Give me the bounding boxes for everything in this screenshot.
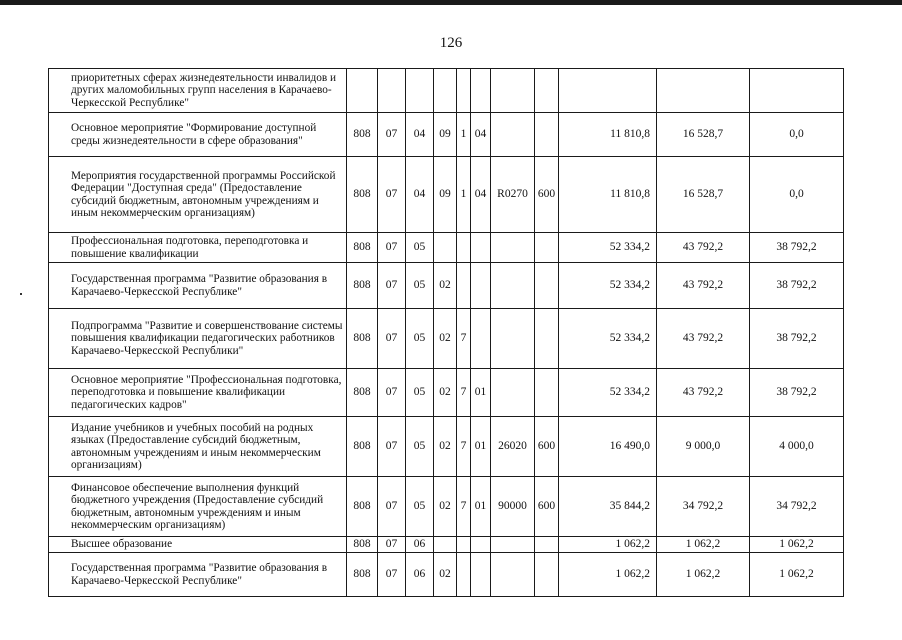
code-c4: 02 — [434, 417, 457, 477]
amount-y1: 1 062,2 — [559, 537, 657, 553]
code-c6: 01 — [471, 477, 491, 537]
code-c5 — [457, 263, 471, 309]
code-c3: 04 — [406, 157, 434, 233]
code-c7 — [491, 537, 535, 553]
code-c6 — [471, 309, 491, 369]
code-c8: 600 — [535, 417, 559, 477]
code-c1: 808 — [347, 309, 378, 369]
row-name: Государственная программа "Развитие образования в Карачаево-Черкесской Республике" — [49, 553, 347, 597]
code-c1: 808 — [347, 157, 378, 233]
code-c1: 808 — [347, 263, 378, 309]
code-c2: 07 — [378, 113, 406, 157]
amount-y2: 1 062,2 — [657, 537, 750, 553]
code-c3: 05 — [406, 369, 434, 417]
code-c2: 07 — [378, 233, 406, 263]
code-c3: 05 — [406, 233, 434, 263]
amount-y1 — [559, 69, 657, 113]
code-c8: 600 — [535, 157, 559, 233]
amount-y3: 0,0 — [750, 113, 844, 157]
code-c7 — [491, 113, 535, 157]
code-c5: 7 — [457, 309, 471, 369]
amount-y2: 16 528,7 — [657, 113, 750, 157]
amount-y2: 16 528,7 — [657, 157, 750, 233]
table-row — [49, 113, 844, 157]
code-c6 — [471, 537, 491, 553]
code-c7 — [491, 233, 535, 263]
amount-y2: 43 792,2 — [657, 263, 750, 309]
code-c7 — [491, 263, 535, 309]
code-c3: 05 — [406, 309, 434, 369]
code-c2 — [378, 69, 406, 113]
scan-speck — [20, 293, 22, 295]
page-number: 126 — [439, 35, 463, 51]
amount-y1: 52 334,2 — [559, 263, 657, 309]
row-name: Финансовое обеспечение выполнения функций бюджетного учреждения (Предоставление субсидий бюджетным, автономным учреждениям и иным некоммерческим организациям) — [49, 477, 347, 537]
amount-y3 — [750, 69, 844, 113]
budget-table — [48, 68, 844, 597]
amount-y1: 16 490,0 — [559, 417, 657, 477]
amount-y3: 38 792,2 — [750, 263, 844, 309]
code-c6 — [471, 69, 491, 113]
row-name: Высшее образование — [49, 537, 347, 553]
code-c5: 7 — [457, 477, 471, 537]
amount-y2: 1 062,2 — [657, 553, 750, 597]
amount-y3: 38 792,2 — [750, 309, 844, 369]
code-c7 — [491, 69, 535, 113]
row-name: Основное мероприятие "Формирование доступной среды жизнедеятельности в сфере образования" — [49, 113, 347, 157]
code-c7 — [491, 309, 535, 369]
code-c4 — [434, 69, 457, 113]
row-name: Мероприятия государственной программы Российской Федерации "Доступная среда" (Предоставление субсидий бюджетным, автономным учреждениям и иным некоммерческим организациям) — [49, 157, 347, 233]
amount-y2: 34 792,2 — [657, 477, 750, 537]
code-c5: 7 — [457, 417, 471, 477]
code-c5 — [457, 233, 471, 263]
code-c5: 1 — [457, 157, 471, 233]
table-row — [49, 417, 844, 477]
code-c8 — [535, 309, 559, 369]
code-c3: 05 — [406, 477, 434, 537]
code-c7 — [491, 369, 535, 417]
code-c6: 04 — [471, 157, 491, 233]
row-name: приоритетных сферах жизнедеятельности инвалидов и других маломобильных групп населения в Карачаево-Черкесской Республике" — [49, 69, 347, 113]
row-name: Основное мероприятие "Профессиональная подготовка, переподготовка и повышение квалификации педагогических кадров" — [49, 369, 347, 417]
code-c6 — [471, 263, 491, 309]
amount-y1: 1 062,2 — [559, 553, 657, 597]
code-c6: 04 — [471, 113, 491, 157]
top-border-rule — [0, 0, 902, 5]
table-row — [49, 537, 844, 553]
code-c5 — [457, 537, 471, 553]
code-c6: 01 — [471, 417, 491, 477]
table-row — [49, 309, 844, 369]
code-c8 — [535, 537, 559, 553]
table-row — [49, 369, 844, 417]
code-c1: 808 — [347, 553, 378, 597]
code-c8 — [535, 369, 559, 417]
amount-y2: 9 000,0 — [657, 417, 750, 477]
amount-y3: 4 000,0 — [750, 417, 844, 477]
code-c8 — [535, 69, 559, 113]
code-c7: 90000 — [491, 477, 535, 537]
code-c1: 808 — [347, 113, 378, 157]
code-c5: 1 — [457, 113, 471, 157]
table-row — [49, 477, 844, 537]
amount-y1: 35 844,2 — [559, 477, 657, 537]
code-c4: 02 — [434, 369, 457, 417]
code-c5: 7 — [457, 369, 471, 417]
amount-y1: 52 334,2 — [559, 369, 657, 417]
code-c1 — [347, 69, 378, 113]
code-c2: 07 — [378, 309, 406, 369]
code-c4: 02 — [434, 263, 457, 309]
amount-y3: 38 792,2 — [750, 233, 844, 263]
code-c4: 02 — [434, 477, 457, 537]
amount-y3: 1 062,2 — [750, 537, 844, 553]
code-c2: 07 — [378, 477, 406, 537]
code-c8: 600 — [535, 477, 559, 537]
code-c3 — [406, 69, 434, 113]
table-row — [49, 233, 844, 263]
amount-y3: 34 792,2 — [750, 477, 844, 537]
table-row — [49, 263, 844, 309]
code-c1: 808 — [347, 369, 378, 417]
amount-y1: 11 810,8 — [559, 157, 657, 233]
amount-y2: 43 792,2 — [657, 369, 750, 417]
row-name: Профессиональная подготовка, переподготовка и повышение квалификации — [49, 233, 347, 263]
row-name: Издание учебников и учебных пособий на родных языках (Предоставление субсидий бюджетным, автономным учреждениям и иным некоммерческим организациям) — [49, 417, 347, 477]
code-c1: 808 — [347, 537, 378, 553]
code-c3: 05 — [406, 263, 434, 309]
code-c3: 06 — [406, 537, 434, 553]
amount-y1: 52 334,2 — [559, 309, 657, 369]
code-c1: 808 — [347, 477, 378, 537]
code-c2: 07 — [378, 369, 406, 417]
amount-y3: 38 792,2 — [750, 369, 844, 417]
amount-y2: 43 792,2 — [657, 233, 750, 263]
code-c6: 01 — [471, 369, 491, 417]
amount-y3: 1 062,2 — [750, 553, 844, 597]
code-c1: 808 — [347, 233, 378, 263]
code-c4: 09 — [434, 113, 457, 157]
code-c7 — [491, 553, 535, 597]
code-c8 — [535, 263, 559, 309]
amount-y1: 11 810,8 — [559, 113, 657, 157]
code-c8 — [535, 113, 559, 157]
row-name: Государственная программа "Развитие образования в Карачаево-Черкесской Республике" — [49, 263, 347, 309]
table-row — [49, 69, 844, 113]
code-c8 — [535, 553, 559, 597]
code-c3: 05 — [406, 417, 434, 477]
amount-y3: 0,0 — [750, 157, 844, 233]
code-c3: 04 — [406, 113, 434, 157]
code-c4 — [434, 233, 457, 263]
code-c6 — [471, 233, 491, 263]
code-c2: 07 — [378, 263, 406, 309]
amount-y1: 52 334,2 — [559, 233, 657, 263]
code-c4 — [434, 537, 457, 553]
code-c7: 26020 — [491, 417, 535, 477]
code-c5 — [457, 69, 471, 113]
row-name: Подпрограмма "Развитие и совершенствование системы повышения квалификации педагогических работников Карачаево-Черкесской Республики" — [49, 309, 347, 369]
code-c2: 07 — [378, 537, 406, 553]
amount-y2: 43 792,2 — [657, 309, 750, 369]
code-c2: 07 — [378, 553, 406, 597]
code-c5 — [457, 553, 471, 597]
code-c8 — [535, 233, 559, 263]
code-c7: R0270 — [491, 157, 535, 233]
code-c3: 06 — [406, 553, 434, 597]
code-c2: 07 — [378, 417, 406, 477]
code-c1: 808 — [347, 417, 378, 477]
table-row — [49, 157, 844, 233]
code-c6 — [471, 553, 491, 597]
code-c4: 09 — [434, 157, 457, 233]
code-c4: 02 — [434, 553, 457, 597]
amount-y2 — [657, 69, 750, 113]
code-c4: 02 — [434, 309, 457, 369]
table-row — [49, 553, 844, 597]
code-c2: 07 — [378, 157, 406, 233]
